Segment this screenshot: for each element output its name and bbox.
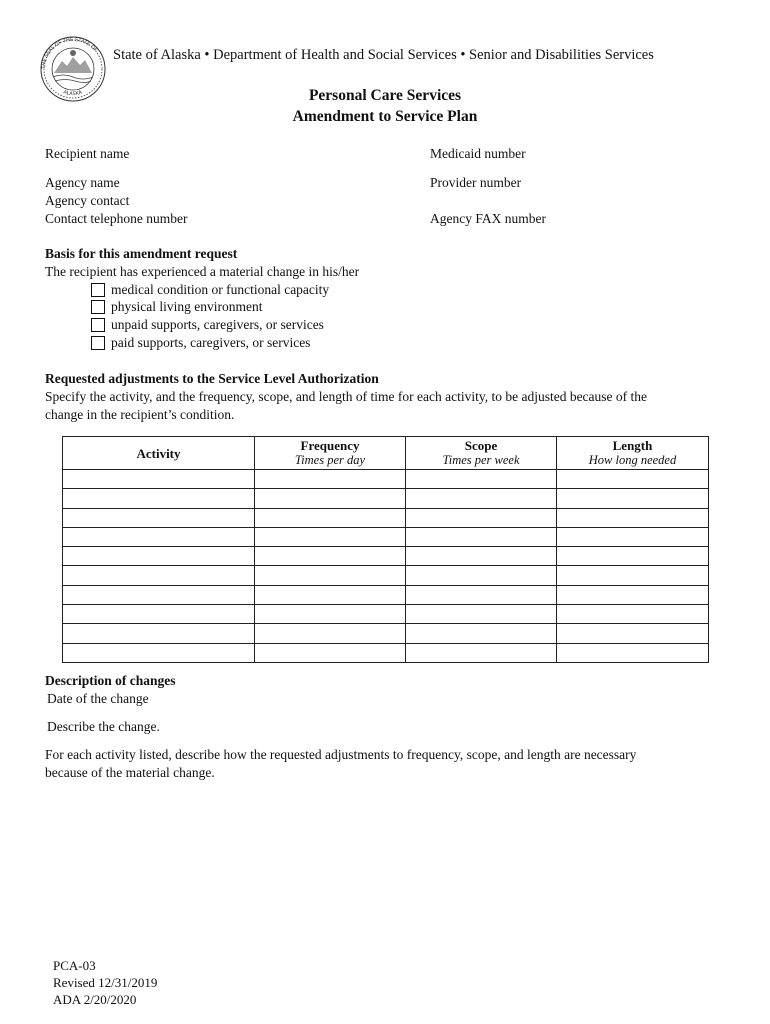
table-cell[interactable] [406,527,557,546]
adjustments-table [62,436,709,663]
column-frequency [255,437,406,470]
basis-option-medical[interactable] [91,282,329,298]
table-cell[interactable] [63,585,255,604]
form-title: Personal Care Services [308,87,462,104]
table-row [63,547,709,566]
revised-date: Revised 12/31/2019 [53,975,158,990]
describe-change-label: Describe the change. [47,719,160,734]
table-cell[interactable] [557,585,709,604]
column-title: Activity [136,445,181,461]
table-cell[interactable] [406,585,557,604]
table-cell[interactable] [557,624,709,643]
table-row [63,624,709,643]
column-scope [406,437,557,470]
table-row [63,489,709,508]
each-activity-line-1: For each activity listed, describe how the requested adjustments to frequency, scope, and length are necessary [45,747,637,762]
column-title: Length [612,438,653,453]
table-cell[interactable] [63,489,255,508]
column-subtitle: How long needed [588,453,677,467]
table-cell[interactable] [557,547,709,566]
basis-option-paid-supports[interactable] [91,335,310,351]
table-cell[interactable] [557,470,709,489]
adjustments-instruction-1: Specify the activity, and the frequency, scope, and length of time for each activity, to be adjusted because of the [45,389,648,404]
option-label: paid supports, caregivers, or services [111,335,311,350]
column-subtitle: Times per week [442,453,520,467]
table-cell[interactable] [406,624,557,643]
medicaid-number-label: Medicaid number [430,146,526,161]
table-cell[interactable] [255,643,406,662]
recipient-name-label: Recipient name [45,146,130,161]
adjustments-instruction-2: change in the recipient’s condition. [45,407,235,422]
agency-name-label: Agency name [45,175,120,190]
table-cell[interactable] [63,566,255,585]
seal-bottom-text: ALASKA [62,89,83,98]
each-activity-line-2: because of the material change. [45,765,215,780]
agency-contact-label: Agency contact [45,193,130,208]
table-cell[interactable] [406,508,557,527]
table-cell[interactable] [63,547,255,566]
table-cell[interactable] [255,624,406,643]
table-cell[interactable] [557,566,709,585]
checkbox-paid-supports[interactable] [91,336,105,350]
table-cell[interactable] [63,508,255,527]
table-row [63,566,709,585]
table-row [63,585,709,604]
column-title: Frequency [300,438,360,453]
table-cell[interactable] [255,508,406,527]
adjustments-heading: Requested adjustments to the Service Level Authorization [45,371,379,386]
checkbox-unpaid-supports[interactable] [91,318,105,332]
table-row [63,508,709,527]
basis-heading: Basis for this amendment request [45,246,238,261]
contact-telephone-label: Contact telephone number [45,211,188,226]
table-cell[interactable] [255,527,406,546]
table-cell[interactable] [557,508,709,527]
table-cell[interactable] [255,489,406,508]
table-cell[interactable] [406,547,557,566]
provider-number-label: Provider number [430,175,522,190]
table-row [63,605,709,624]
table-cell[interactable] [63,527,255,546]
table-cell[interactable] [255,547,406,566]
basis-option-environment[interactable] [91,299,262,315]
table-cell[interactable] [557,605,709,624]
ada-date: ADA 2/20/2020 [53,992,137,1007]
column-activity [63,437,255,470]
table-cell[interactable] [557,489,709,508]
date-of-change-label: Date of the change [47,691,149,706]
table-cell[interactable] [406,566,557,585]
agency-fax-label: Agency FAX number [430,211,546,226]
table-row [63,470,709,489]
table-cell[interactable] [255,566,406,585]
basis-intro: The recipient has experienced a material change in his/her [45,264,360,279]
column-subtitle: Times per day [294,453,366,467]
table-row [63,527,709,546]
checkbox-medical[interactable] [91,283,105,297]
form-id: PCA-03 [53,958,96,973]
column-length [557,437,709,470]
seal-top-text: THE SEAL OF THE STATE OF [40,36,99,70]
table-cell[interactable] [63,470,255,489]
table-cell[interactable] [406,489,557,508]
table-cell[interactable] [255,605,406,624]
option-label: medical condition or functional capacity [111,282,330,297]
table-cell[interactable] [63,643,255,662]
table-cell[interactable] [406,470,557,489]
option-label: unpaid supports, caregivers, or services [111,317,324,332]
form-subtitle: Amendment to Service Plan [292,108,478,125]
table-cell[interactable] [557,527,709,546]
basis-option-unpaid-supports[interactable] [91,317,324,333]
table-cell[interactable] [406,605,557,624]
description-heading: Description of changes [45,673,176,688]
checkbox-environment[interactable] [91,300,105,314]
table-cell[interactable] [406,643,557,662]
table-header-row [63,437,709,470]
column-title: Scope [464,438,498,453]
table-cell[interactable] [63,624,255,643]
option-label: physical living environment [111,299,263,314]
agency-line: State of Alaska • Department of Health and Social Services • Senior and Disabilities Services [113,47,654,63]
table-cell[interactable] [255,585,406,604]
table-cell[interactable] [63,605,255,624]
table-cell[interactable] [255,470,406,489]
table-row [63,643,709,662]
table-cell[interactable] [557,643,709,662]
